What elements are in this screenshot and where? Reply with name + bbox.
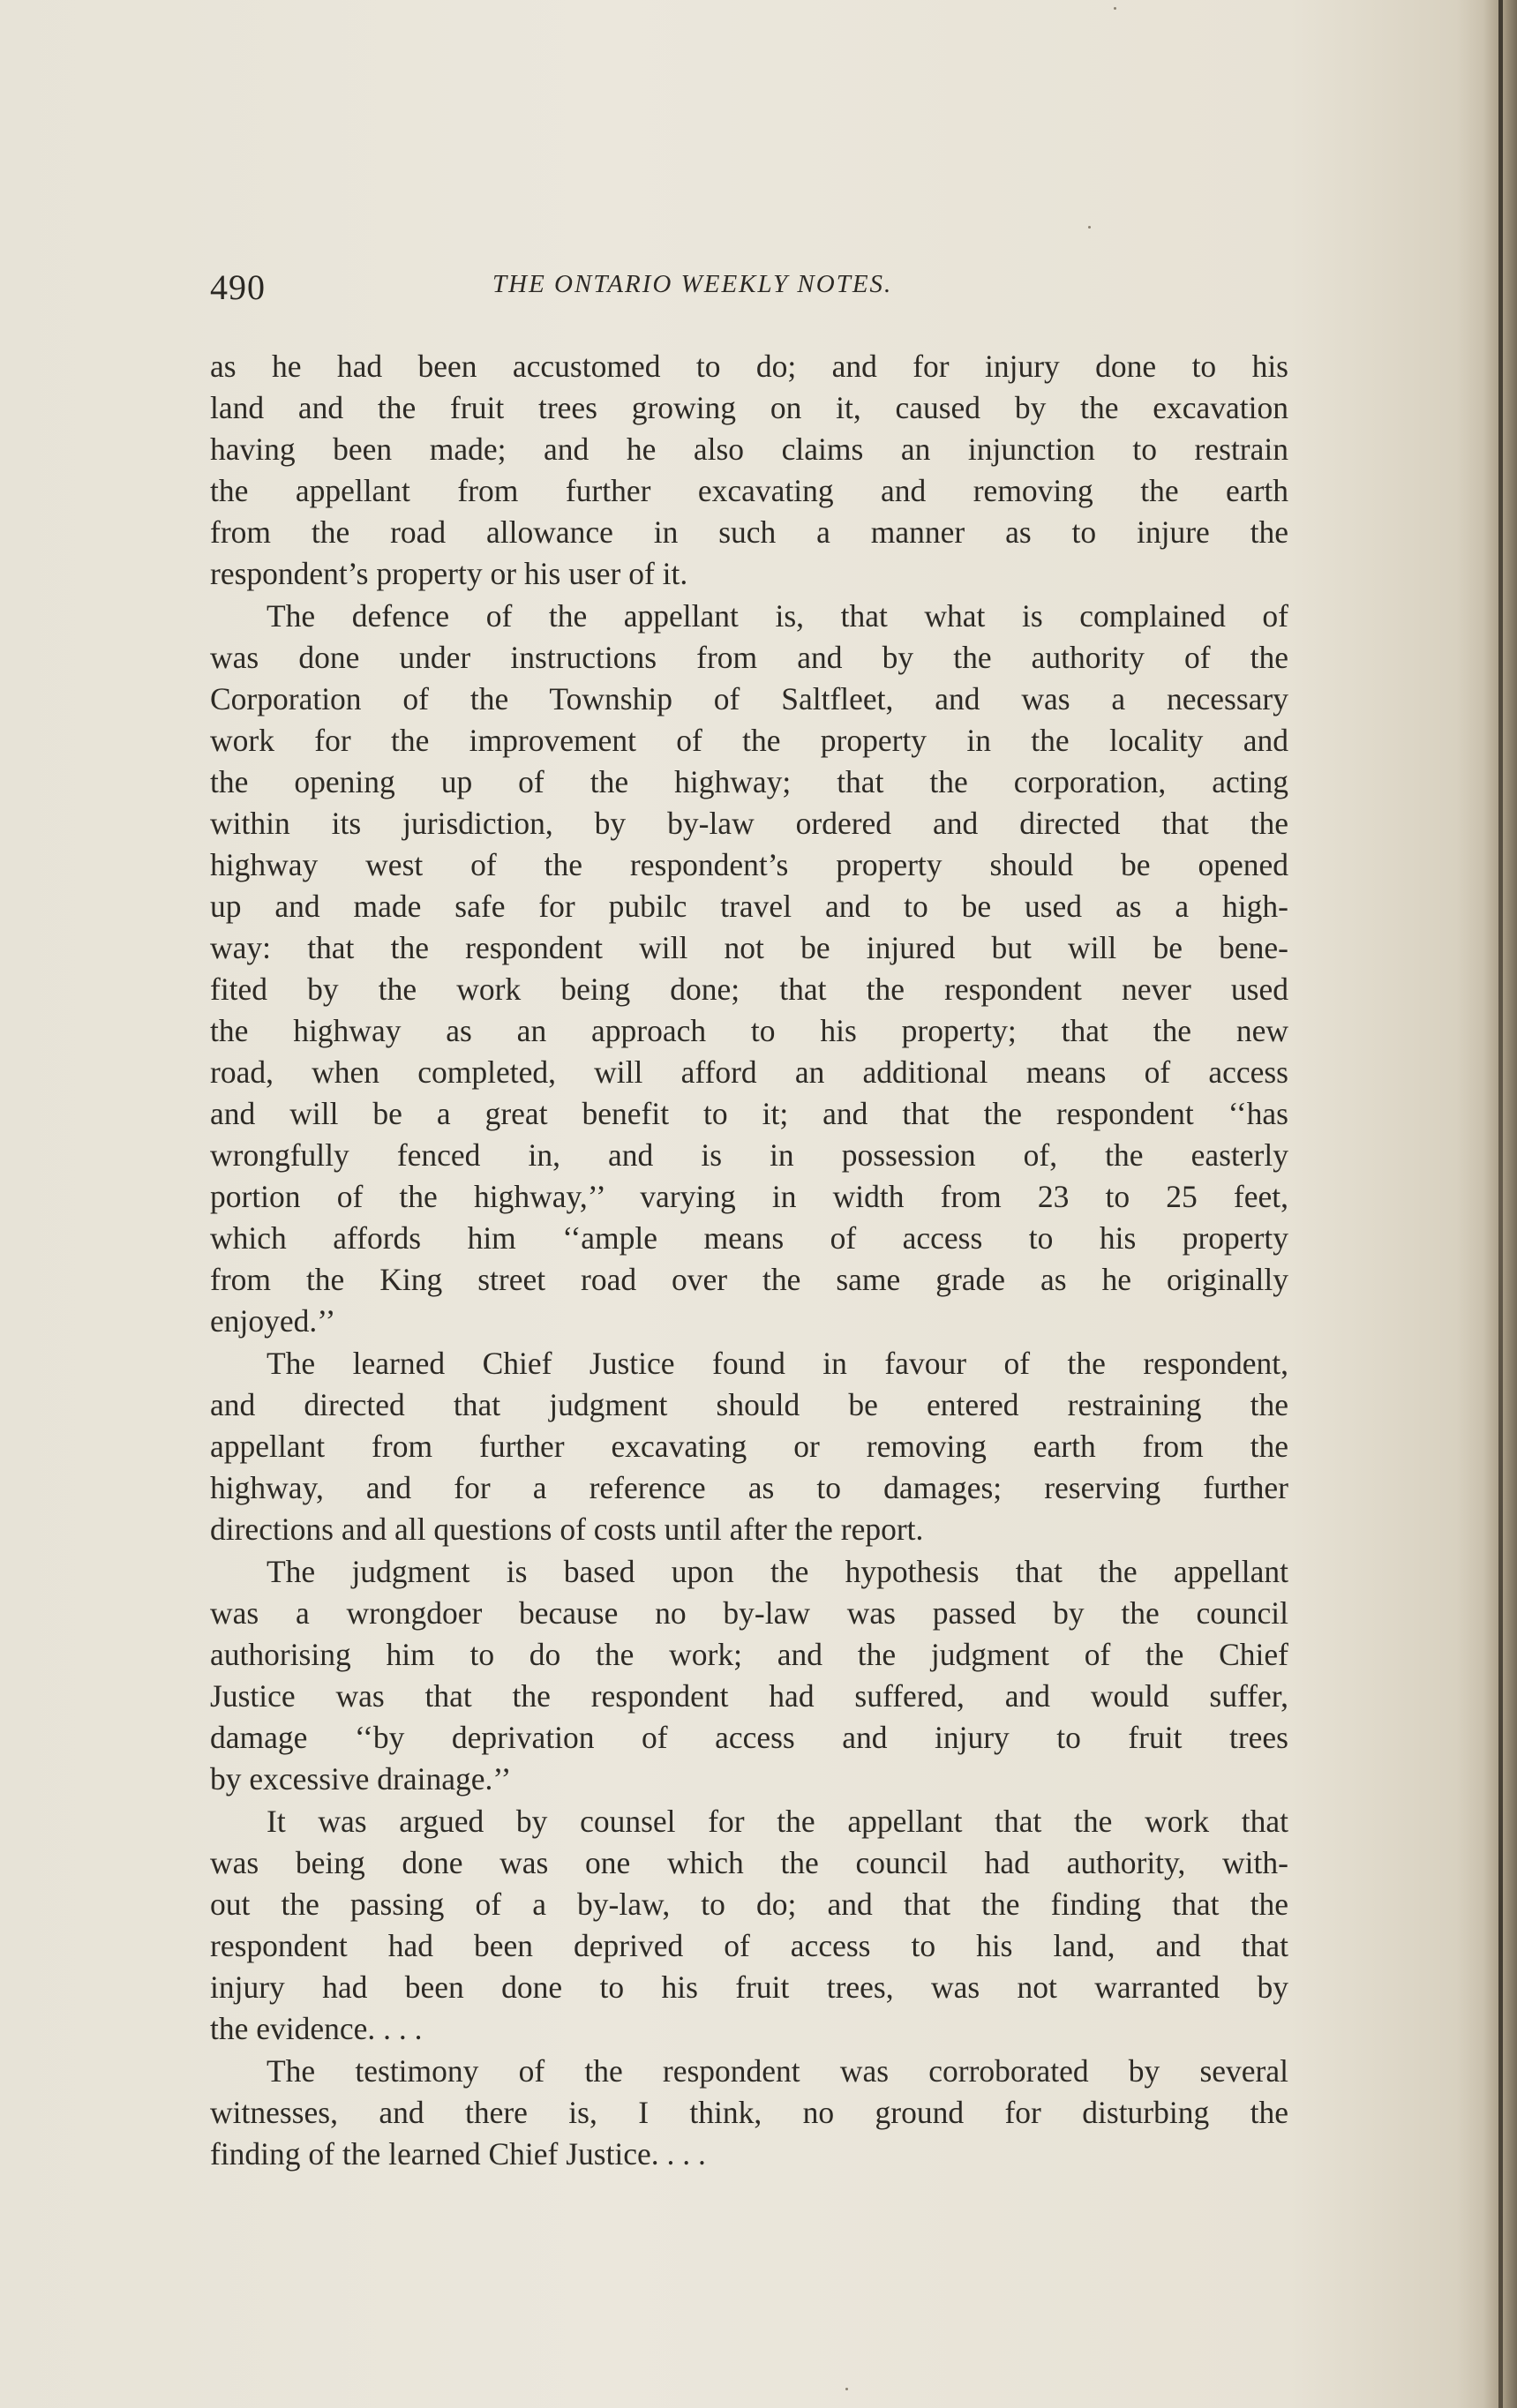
book-spine-edge <box>1498 0 1503 2408</box>
text-line: having been made; and he also claims an injunction to restrain <box>210 431 1288 467</box>
text-line: way: that the respondent will not be injured but will be bene- <box>210 930 1288 965</box>
paragraph <box>210 1551 1288 1800</box>
text-line: It was argued by counsel for the appellant that the work that <box>267 1804 1288 1839</box>
text-line: finding of the learned Chief Justice. . . . <box>210 2136 706 2172</box>
text-line: was a wrongdoer because no by-law was passed by the council <box>210 1595 1288 1631</box>
text-line: the opening up of the highway; that the corporation, acting <box>210 764 1288 799</box>
text-line: authorising him to do the work; and the judgment of the Chief <box>210 1637 1288 1672</box>
page-header <box>210 266 1288 311</box>
text-line: Justice was that the respondent had suffered, and would suffer, <box>210 1678 1288 1714</box>
text-line: highway, and for a reference as to damages; reserving further <box>210 1470 1288 1505</box>
paragraph <box>210 2051 1288 2175</box>
paper-speck <box>1088 226 1091 229</box>
text-line: out the passing of a by-law, to do; and that the finding that the <box>210 1887 1288 1922</box>
text-line: injury had been done to his fruit trees, was not warranted by <box>210 1969 1288 2005</box>
text-line: respondent’s property or his user of it. <box>210 556 688 591</box>
text-line: respondent had been deprived of access to his land, and that <box>210 1928 1288 1963</box>
article-body <box>210 346 1288 2175</box>
text-line: wrongfully fenced in, and is in possession of, the easterly <box>210 1137 1288 1173</box>
text-line: highway west of the respondent’s property should be opened <box>210 847 1288 882</box>
text-line: damage ‘‘by deprivation of access and injury to fruit trees <box>210 1720 1288 1755</box>
text-line: which affords him ‘‘ample means of access to his property <box>210 1220 1288 1256</box>
paper-speck <box>845 2388 848 2390</box>
text-line: work for the improvement of the property in the locality and <box>210 723 1288 758</box>
text-line: portion of the highway,’’ varying in width from 23 to 25 feet, <box>210 1179 1288 1214</box>
paper-speck <box>1114 7 1116 10</box>
paragraph <box>210 346 1288 595</box>
text-line: The learned Chief Justice found in favour of the respondent, <box>267 1346 1288 1381</box>
text-line: the highway as an approach to his property; that the new <box>210 1013 1288 1048</box>
page-number: 490 <box>210 267 266 307</box>
text-line: and will be a great benefit to it; and that the respondent ‘‘has <box>210 1096 1288 1131</box>
text-line: witnesses, and there is, I think, no ground for disturbing the <box>210 2095 1288 2130</box>
text-line: from the road allowance in such a manner as to injure the <box>210 514 1288 550</box>
text-line: as he had been accustomed to do; and for injury done to his <box>210 349 1288 384</box>
text-line: Corporation of the Township of Saltfleet, and was a necessary <box>210 681 1288 716</box>
text-line: by excessive drainage.’’ <box>210 1761 512 1797</box>
text-line: the appellant from further excavating and removing the earth <box>210 473 1288 508</box>
text-line: The testimony of the respondent was corroborated by several <box>267 2053 1288 2089</box>
running-title: THE ONTARIO WEEKLY NOTES. <box>492 270 893 298</box>
paragraph <box>210 1343 1288 1550</box>
paragraph <box>210 596 1288 1342</box>
text-line: was being done was one which the council had authority, with- <box>210 1845 1288 1880</box>
text-line: fited by the work being done; that the respondent never used <box>210 971 1288 1007</box>
text-line: within its jurisdiction, by by-law ordered and directed that the <box>210 806 1288 841</box>
text-line: up and made safe for pubilc travel and to be used as a high- <box>210 889 1288 924</box>
text-line: was done under instructions from and by the authority of the <box>210 640 1288 675</box>
text-line: appellant from further excavating or removing earth from the <box>210 1429 1288 1464</box>
text-line: road, when completed, will afford an additional means of access <box>210 1054 1288 1090</box>
text-line: The defence of the appellant is, that what is complained of <box>267 598 1288 634</box>
text-line: The judgment is based upon the hypothesis that the appellant <box>267 1554 1288 1589</box>
text-line: the evidence. . . . <box>210 2011 423 2046</box>
text-line: enjoyed.’’ <box>210 1303 336 1339</box>
text-line: and directed that judgment should be entered restraining the <box>210 1387 1288 1422</box>
text-line: from the King street road over the same grade as he originally <box>210 1262 1288 1297</box>
paragraph <box>210 1801 1288 2050</box>
text-line: land and the fruit trees growing on it, caused by the excavation <box>210 390 1288 425</box>
text-line: directions and all questions of costs until after the report. <box>210 1512 924 1547</box>
